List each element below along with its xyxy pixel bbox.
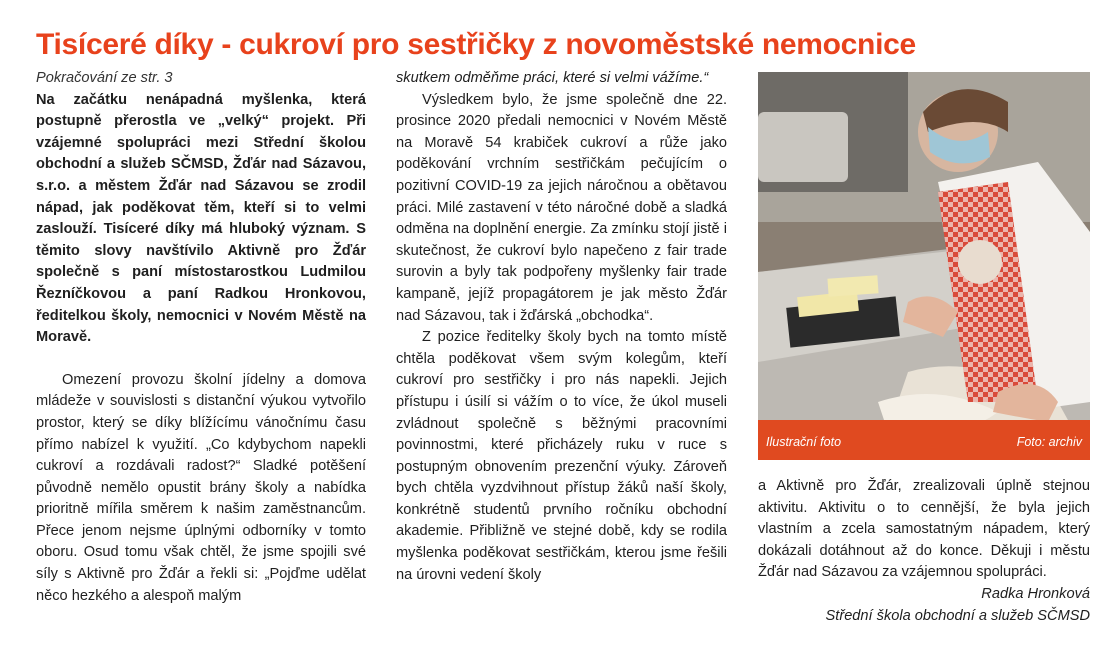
paragraph-1-end: skutkem odměňme práci, které si velmi vážíme.“ xyxy=(396,70,709,86)
paragraph-2: Výsledkem bylo, že jsme společně dne 22. prosince 2020 předali nemocnici v Novém Městě na Moravě 54 krabiček cukroví a růže jako poděkování vrchním sestřičkám pečujícím o pozitivní COVID-19 za jejich náročnou a obětavou práci. Milé zastavení v této náročné době a sladká odměna na doplnění energie. Za zmínku stojí jistě i skutečnost, že cukroví bylo napečeno z fair trade surovin a byly tak podpořeny myšlenky fair trade kampaně, jejíž propagátorem je jak město Žďár nad Sázavou, tak i žďárská „obchodka“. xyxy=(396,91,727,324)
column-2 xyxy=(396,68,727,586)
column-1 xyxy=(36,68,366,607)
article-title: Tisíceré díky - cukroví pro sestřičky z novoměstské nemocnice xyxy=(36,28,916,62)
paragraph-3: Z pozice ředitelky školy bych na tomto místě chtěla poděkovat všem svým kolegům, kteří cukroví pro sestřičky i pro nás napekli. Jejich přístupu i úsilí si vážím o to více, že úkol museli zvládnout společně s běžnými pracovními povinnostmi, které přicházely ruku v ruce s postupným obnovením prezenční výuky. Zároveň bych chtěla vyzdvihnout přístup žáků naší školy, konkrétně studentů prvního ročníku obchodní akademie. Přibližně ve stejné době, kdy se rodila myšlenka poděkovat sestřičkám, kterou jsme řešili na úrovni vedení školy xyxy=(396,329,727,583)
baking-photo-illustration xyxy=(758,72,1090,460)
author-organization: Střední škola obchodní a služeb SČMSD xyxy=(825,607,1090,624)
photo-caption-bar xyxy=(758,420,1090,460)
photo-credit: Foto: archiv xyxy=(1016,435,1082,449)
author-name: Radka Hronková xyxy=(981,585,1090,602)
paragraph-3-end: a Aktivně pro Žďár, zrealizovali úplně stejnou aktivitu. Aktivitu o to cennější, že byla jejich vlastním a zcela samostatným nápadem, který dokázali dotáhnout až do konce. Děkuji i městu Žďár nad Sázavou za vzájemnou spolupráci. xyxy=(758,478,1090,581)
continued-note: Pokračování ze str. 3 xyxy=(36,70,173,86)
article-photo xyxy=(758,72,1090,460)
column-3 xyxy=(758,476,1090,627)
paragraph-1: Omezení provozu školní jídelny a domova mládeže v souvislosti s distanční výukou vytvořilo prostor, který se díky blížícímu vánočnímu času přímo nabízel k využití. „Co kdybychom napekli cukroví a rozdávali radost?“ Sladké potěšení původně nemělo opustit brány školy a nabídka prioritně mířila směrem k našim zaměstnancům. Přece jenom nejsme úplnými odborníky v tomto oboru. Osud tomu však chtěl, že jsme spojili své síly s Aktivně pro Žďár a řekli si: „Pojďme udělat něco hezkého a alespoň malým xyxy=(36,371,366,604)
photo-caption: Ilustrační foto xyxy=(766,435,842,449)
lead-paragraph: Na začátku nenápadná myšlenka, která postupně přerostla ve „velký“ projekt. Při vzájemné spolupráci mezi Střední školou obchodní a služeb SČMSD, Žďár nad Sázavou, s.r.o. a městem Žďár nad Sázavou se zrodil nápad, jak poděkovat těm, kteří si to velmi zaslouží. Tisíceré díky má hluboký význam. S těmito slovy navštívilo Aktivně pro Žďár společně s paní místostarostkou Ludmilou Řezníčkovou a paní Radkou Hronkovou, ředitelkou školy, nemocnici v Novém Městě na Moravě. xyxy=(36,91,366,346)
